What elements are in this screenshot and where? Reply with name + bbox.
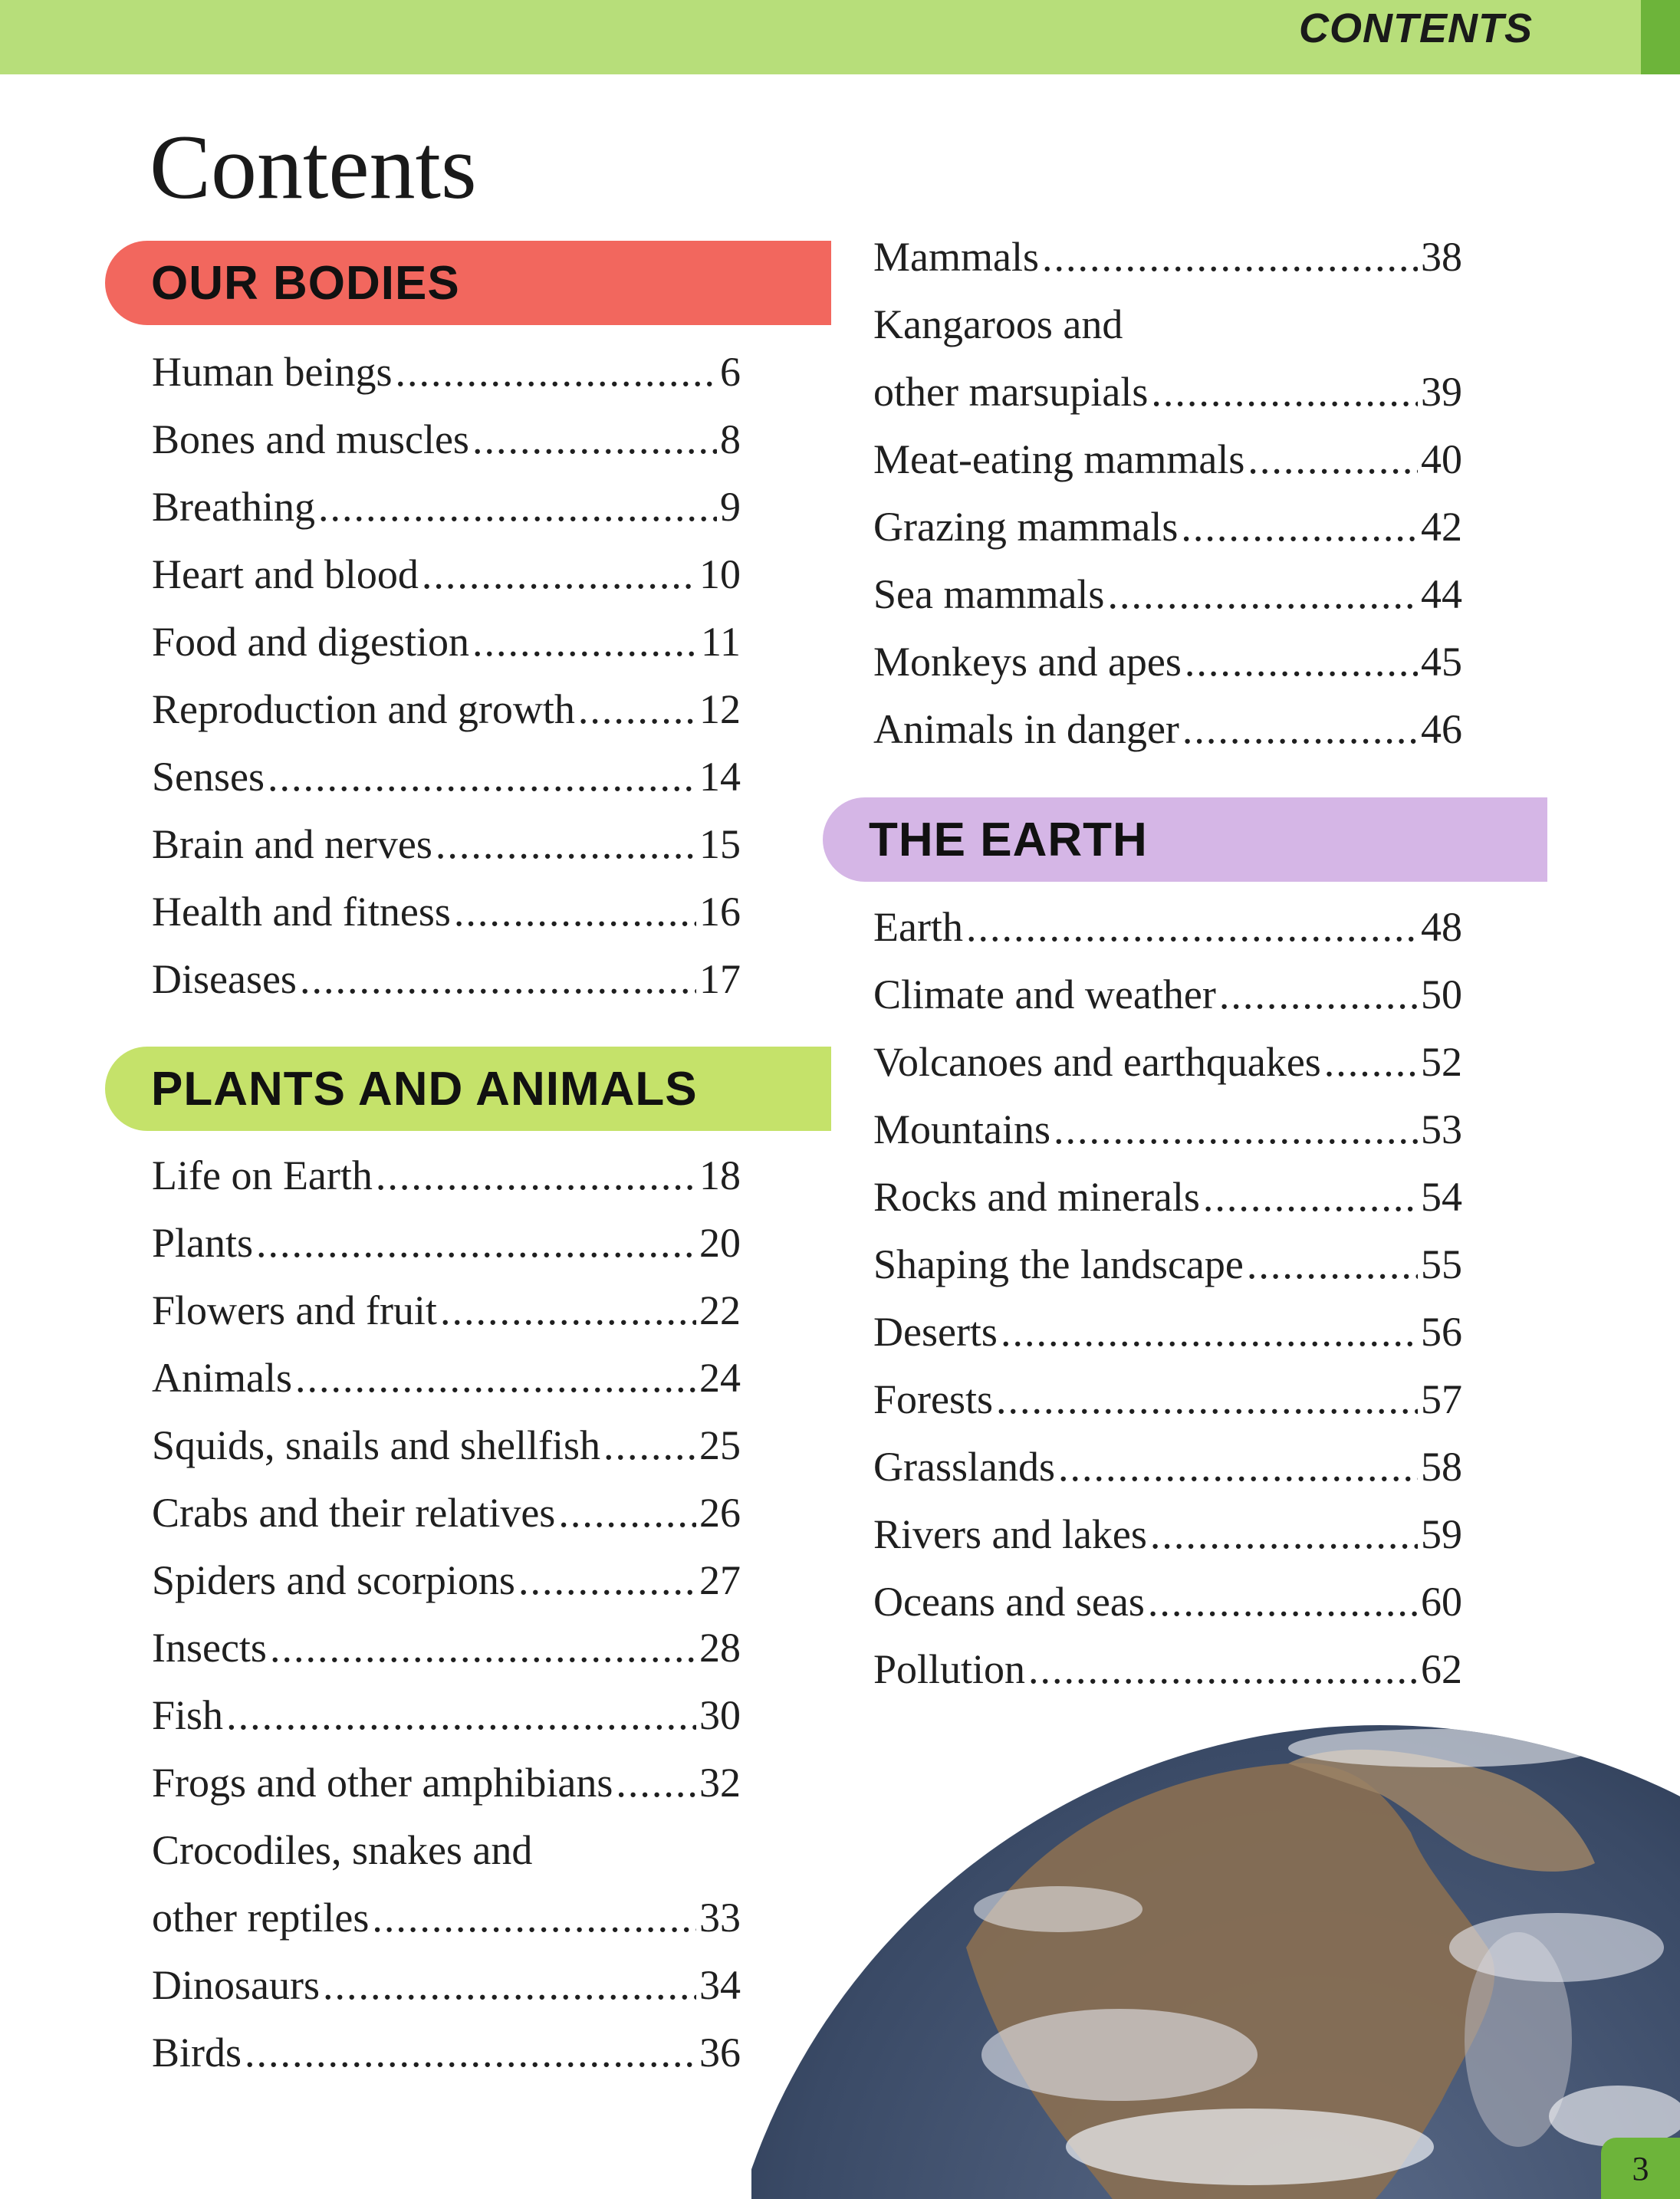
dot-leader (1324, 1028, 1418, 1096)
toc-entry-page: 40 (1421, 436, 1462, 482)
dot-leader (300, 945, 696, 1013)
page-title: Contents (150, 116, 477, 218)
toc-entry-first-line[interactable]: Crocodiles, snakes and (152, 1827, 533, 1873)
toc-entry[interactable] (873, 1433, 1462, 1501)
dot-leader (323, 1951, 696, 2019)
dot-leader (1148, 1568, 1418, 1635)
toc-entry-page: 53 (1421, 1106, 1462, 1152)
section-heading: THE EARTH (869, 813, 1148, 866)
toc-entry-page: 38 (1421, 234, 1462, 280)
earth-globe-image (751, 1717, 1680, 2199)
cloud (1288, 1729, 1595, 1767)
dot-leader (616, 1749, 696, 1816)
toc-entry[interactable] (152, 1749, 741, 1816)
section-header-the-earth (823, 797, 1547, 882)
toc-entry-page: 59 (1421, 1511, 1462, 1557)
dot-leader (1181, 493, 1418, 560)
toc-entry-label: Animals in danger (873, 706, 1179, 752)
toc-entry-label: Grazing mammals (873, 504, 1179, 550)
toc-entry-label: Fish (152, 1692, 224, 1738)
toc-entry-label: Plants (152, 1220, 254, 1266)
toc-entry-page: 33 (699, 1895, 741, 1941)
toc-entry-label: Meat-eating mammals (873, 436, 1245, 482)
toc-entry-label: Mammals (873, 234, 1039, 280)
toc-entry[interactable] (152, 1412, 741, 1479)
dot-leader (1028, 1635, 1418, 1703)
toc-entry[interactable] (152, 473, 741, 541)
toc-entry-label: Spiders and scorpions (152, 1557, 515, 1603)
toc-entry-page: 32 (699, 1760, 741, 1806)
toc-entry[interactable] (873, 628, 1462, 695)
dot-leader (440, 1277, 696, 1344)
page-number: 3 (1601, 2138, 1680, 2199)
dot-leader (1150, 1501, 1418, 1568)
toc-entry[interactable] (873, 893, 1462, 961)
toc-entry-label: Health and fitness (152, 889, 451, 935)
toc-entry[interactable] (152, 1209, 741, 1277)
toc-entry-page: 11 (701, 619, 741, 665)
toc-entry[interactable] (873, 961, 1462, 1028)
toc-entry[interactable] (873, 1366, 1462, 1433)
toc-entry[interactable] (873, 1298, 1462, 1366)
toc-entry-label: Rocks and minerals (873, 1174, 1200, 1220)
dot-leader (1058, 1433, 1418, 1501)
dot-leader (422, 541, 696, 608)
toc-entry[interactable] (152, 743, 741, 810)
toc-entry-page: 10 (699, 551, 741, 597)
toc-entry[interactable] (152, 1277, 741, 1344)
toc-entry[interactable] (873, 493, 1462, 560)
toc-entry-page: 34 (699, 1962, 741, 2008)
toc-entry[interactable] (152, 878, 741, 945)
toc-entry[interactable] (152, 541, 741, 608)
toc-entry-first-line[interactable]: Kangaroos and (873, 301, 1123, 347)
toc-entry[interactable] (873, 1231, 1462, 1298)
toc-entry[interactable] (152, 1547, 741, 1614)
toc-entry-label: Shaping the landscape (873, 1241, 1244, 1287)
toc-entry-label: Flowers and fruit (152, 1287, 437, 1333)
section-heading: OUR BODIES (151, 256, 460, 310)
toc-entry-label: Climate and weather (873, 971, 1216, 1017)
toc-entry-page: 12 (699, 686, 741, 732)
toc-entry-label: Earth (873, 904, 963, 950)
toc-entry[interactable] (873, 1501, 1462, 1568)
dot-leader (226, 1681, 696, 1749)
toc-entry-label: Reproduction and growth (152, 686, 575, 732)
toc-entry[interactable] (873, 1635, 1462, 1703)
toc-entry-label: Rivers and lakes (873, 1511, 1147, 1557)
toc-entry[interactable] (873, 1096, 1462, 1163)
dot-leader (1054, 1096, 1418, 1163)
dot-leader (558, 1479, 696, 1547)
toc-entry-page: 60 (1421, 1579, 1462, 1625)
toc-entry-page: 25 (699, 1422, 741, 1468)
toc-entry-page: 24 (699, 1355, 741, 1401)
toc-entry[interactable] (152, 338, 741, 406)
dot-leader (1182, 695, 1418, 763)
dot-leader (245, 2019, 696, 2086)
toc-entry-page: 39 (1421, 369, 1462, 415)
toc-entry-label: Frogs and other amphibians (152, 1760, 613, 1806)
toc-entry-label: Heart and blood (152, 551, 419, 597)
toc-entry[interactable] (152, 675, 741, 743)
toc-entry-page: 54 (1421, 1174, 1462, 1220)
toc-entry-page: 42 (1421, 504, 1462, 550)
toc-entry[interactable] (152, 406, 741, 473)
toc-entry[interactable] (873, 1568, 1462, 1635)
toc-entry-page: 48 (1421, 904, 1462, 950)
toc-entry-page: 52 (1421, 1039, 1462, 1085)
toc-entry-label: Senses (152, 754, 265, 800)
dot-leader (372, 1884, 696, 1951)
toc-entry-page: 50 (1421, 971, 1462, 1017)
toc-list-mammals (873, 223, 1462, 763)
toc-entry-page: 27 (699, 1557, 741, 1603)
toc-entry-page: 14 (699, 754, 741, 800)
dot-leader (436, 810, 696, 878)
dot-leader (472, 608, 698, 675)
dot-leader (1001, 1298, 1418, 1366)
toc-entry[interactable] (873, 426, 1462, 493)
toc-entry-label: Crabs and their relatives (152, 1490, 556, 1536)
toc-entry-label: Forests (873, 1376, 994, 1422)
toc-entry[interactable] (152, 810, 741, 878)
toc-entry-label: Life on Earth (152, 1152, 373, 1198)
toc-entry-page: 15 (699, 821, 741, 867)
toc-entry-page: 56 (1421, 1309, 1462, 1355)
toc-entry-page: 55 (1421, 1241, 1462, 1287)
toc-entry-page: 44 (1421, 571, 1462, 617)
toc-entry-page: 62 (1421, 1646, 1462, 1692)
section-header-plants-and-animals (105, 1047, 831, 1131)
toc-entry[interactable] (873, 358, 1462, 426)
dot-leader (578, 675, 696, 743)
toc-list-our-bodies (152, 338, 741, 1013)
toc-list-the-earth (873, 893, 1462, 1703)
toc-entry-page: 26 (699, 1490, 741, 1536)
toc-entry[interactable] (873, 1163, 1462, 1231)
dot-leader (268, 743, 696, 810)
toc-entry[interactable] (873, 223, 1462, 291)
dot-leader (1185, 628, 1418, 695)
toc-entry-label: Monkeys and apes (873, 639, 1182, 685)
toc-entry-page: 20 (699, 1220, 741, 1266)
toc-entry-page: 18 (699, 1152, 741, 1198)
toc-entry[interactable] (873, 560, 1462, 628)
toc-entry[interactable] (152, 1479, 741, 1547)
toc-entry-label: Food and digestion (152, 619, 469, 665)
toc-entry-label: Birds (152, 2030, 242, 2076)
cloud (1449, 1913, 1664, 1982)
dot-leader (395, 338, 717, 406)
header-band-accent (1641, 0, 1680, 74)
dot-leader (603, 1412, 696, 1479)
dot-leader (472, 406, 717, 473)
toc-entry-label: other reptiles (152, 1895, 370, 1941)
toc-entry-label: Human beings (152, 349, 393, 395)
dot-leader (376, 1142, 696, 1209)
toc-entry-page: 8 (720, 416, 741, 462)
toc-entry-page: 28 (699, 1625, 741, 1671)
toc-entry-page: 16 (699, 889, 741, 935)
toc-entry-page: 17 (699, 956, 741, 1002)
dot-leader (1107, 560, 1418, 628)
toc-entry-page: 58 (1421, 1444, 1462, 1490)
toc-list-plants-and-animals (152, 1142, 741, 2086)
toc-entry-label: Animals (152, 1355, 292, 1401)
toc-entry[interactable] (152, 608, 741, 675)
dot-leader (966, 893, 1418, 961)
toc-entry[interactable] (152, 1681, 741, 1749)
toc-entry-label: Oceans and seas (873, 1579, 1145, 1625)
toc-entry-page: 6 (720, 349, 741, 395)
dot-leader (270, 1614, 696, 1681)
earth-globe-illustration (751, 1717, 1680, 2199)
toc-entry[interactable] (152, 1142, 741, 1209)
dot-leader (1247, 1231, 1418, 1298)
dot-leader (256, 1209, 696, 1277)
toc-entry[interactable] (152, 1951, 741, 2019)
toc-entry[interactable] (152, 2019, 741, 2086)
dot-leader (318, 473, 717, 541)
toc-entry-label: Sea mammals (873, 571, 1105, 617)
section-heading: PLANTS AND ANIMALS (151, 1062, 698, 1116)
toc-entry-label: Mountains (873, 1106, 1051, 1152)
toc-entry[interactable] (152, 1344, 741, 1412)
cloud (1066, 2109, 1434, 2185)
dot-leader (1248, 426, 1418, 493)
section-header-our-bodies (105, 241, 831, 325)
dot-leader (1151, 358, 1418, 426)
dot-leader (1203, 1163, 1418, 1231)
dot-leader (1042, 223, 1418, 291)
toc-entry[interactable] (152, 1614, 741, 1681)
toc-entry-label: Pollution (873, 1646, 1026, 1692)
toc-entry-page: 36 (699, 2030, 741, 2076)
cloud (974, 1886, 1142, 1932)
dot-leader (295, 1344, 696, 1412)
toc-entry[interactable] (152, 945, 741, 1013)
toc-entry[interactable] (152, 1884, 741, 1951)
dot-leader (518, 1547, 696, 1614)
toc-entry-label: Volcanoes and earthquakes (873, 1039, 1321, 1085)
cloud (981, 2009, 1258, 2101)
toc-entry-page: 9 (720, 484, 741, 530)
toc-entry-label: other marsupials (873, 369, 1149, 415)
toc-entry-page: 57 (1421, 1376, 1462, 1422)
toc-entry-page: 22 (699, 1287, 741, 1333)
toc-entry[interactable] (873, 695, 1462, 763)
running-head: CONTENTS (1299, 5, 1533, 51)
toc-entry-page: 46 (1421, 706, 1462, 752)
dot-leader (454, 878, 696, 945)
toc-entry-label: Breathing (152, 484, 315, 530)
toc-entry-label: Bones and muscles (152, 416, 469, 462)
toc-entry-label: Dinosaurs (152, 1962, 320, 2008)
toc-entry-label: Brain and nerves (152, 821, 432, 867)
toc-entry-label: Deserts (873, 1309, 998, 1355)
toc-entry-label: Squids, snails and shellfish (152, 1422, 601, 1468)
toc-entry-label: Insects (152, 1625, 267, 1671)
toc-entry-label: Diseases (152, 956, 297, 1002)
toc-entry-label: Grasslands (873, 1444, 1055, 1490)
toc-entry[interactable] (873, 1028, 1462, 1096)
toc-entry-page: 30 (699, 1692, 741, 1738)
dot-leader (1219, 961, 1418, 1028)
dot-leader (996, 1366, 1418, 1433)
toc-entry-page: 45 (1421, 639, 1462, 685)
